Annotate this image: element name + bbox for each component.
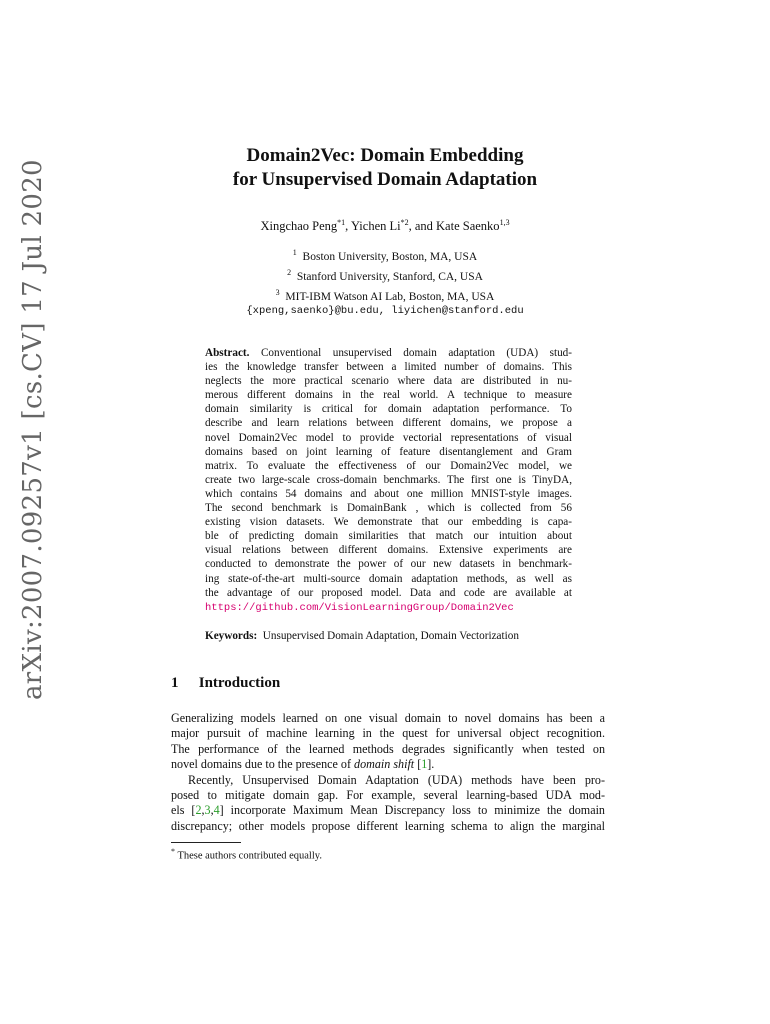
body-line: The performance of the learned methods degrades significantly when tested on bbox=[171, 741, 605, 756]
emails: {xpeng,saenko}@bu.edu, liyichen@stanford.edu bbox=[246, 305, 524, 318]
abstract-line: The second benchmark is DomainBank , which is collected from 56 bbox=[205, 502, 572, 515]
affil-text: Stanford University, Stanford, CA, USA bbox=[296, 270, 483, 283]
author-name: Yichen Li bbox=[350, 219, 401, 234]
footnote-mark: * bbox=[171, 847, 175, 856]
citation-link[interactable]: 2 bbox=[195, 803, 202, 818]
abstract-line: ing state-of-the-art multi-source domain adaptation methods, as well as bbox=[205, 572, 572, 585]
abstract-line: create two large-scale cross-domain benchmarks. The first one is TinyDA, bbox=[205, 473, 572, 486]
footnote-rule bbox=[171, 842, 241, 843]
section-title: Introduction bbox=[198, 675, 281, 691]
body-line: els [2,3,4] incorporate Maximum Mean Discrepancy loss to minimize the domain bbox=[171, 803, 605, 818]
affil-num: 2 bbox=[287, 267, 292, 277]
affil-text: MIT-IBM Watson AI Lab, Boston, MA, USA bbox=[285, 290, 495, 303]
footnote-text: These authors contributed equally. bbox=[177, 850, 322, 862]
code-link[interactable]: https://github.com/VisionLearningGroup/Domain2Vec bbox=[205, 601, 514, 614]
author-sup: *1 bbox=[337, 218, 346, 227]
arxiv-stamp: arXiv:2007.09257v1 [cs.CV] 17 Jul 2020 bbox=[18, 159, 48, 700]
citation-link[interactable]: 1 bbox=[421, 757, 428, 772]
affil-num: 1 bbox=[292, 248, 297, 257]
keywords-label: Keywords: bbox=[205, 630, 258, 642]
body-text: novel domains due to the presence of bbox=[171, 757, 355, 772]
citation-link[interactable]: 4 bbox=[213, 803, 220, 818]
abstract-line bbox=[205, 346, 572, 360]
author-name: and Kate Saenko bbox=[414, 219, 500, 234]
body-line: discrepancy; other models propose different learning schema to align the marginal bbox=[171, 818, 605, 833]
affiliation bbox=[0, 285, 770, 305]
abstract-line: visual relations between different domains. Extensive experiments are bbox=[205, 544, 572, 557]
abstract-line: matrix. To evaluate the effectiveness of our Domain2Vec model, we bbox=[205, 459, 572, 472]
body-line: posed to mitigate domain gap. For example, several learning-based UDA mod- bbox=[171, 788, 605, 803]
section-heading bbox=[171, 675, 280, 692]
abstract bbox=[205, 346, 572, 615]
abstract-line: describe and learn relations between different domains, we propose a bbox=[205, 417, 572, 430]
body-text: ] incorporate Maximum Mean Discrepancy loss to minimize the domain bbox=[219, 803, 605, 818]
title-line-2: for Unsupervised Domain Adaptation bbox=[232, 169, 538, 190]
abstract-line: conducted to demonstrate the power of our new datasets in benchmark- bbox=[205, 558, 572, 571]
body-text: els [ bbox=[171, 803, 196, 818]
abstract-line: merous different domains in the real world. A technique to measure bbox=[205, 389, 572, 402]
citation-link[interactable]: 3 bbox=[204, 803, 211, 818]
abstract-text: Conventional unsupervised domain adaptation (UDA) stud- bbox=[260, 347, 572, 359]
title-line-1: Domain2Vec: Domain Embedding bbox=[246, 145, 524, 166]
abstract-line: ies the knowledge transfer between a limited number of domains. This bbox=[205, 361, 572, 374]
section-number: 1 bbox=[171, 675, 179, 691]
body-line: Recently, Unsupervised Domain Adaptation (UDA) methods have been pro- bbox=[188, 772, 605, 787]
affil-num: 3 bbox=[275, 287, 280, 297]
abstract-label: Abstract. bbox=[205, 347, 250, 359]
paper-title bbox=[0, 144, 770, 192]
author-sup: 1,3 bbox=[499, 218, 510, 227]
emphasis: domain shift bbox=[354, 757, 415, 772]
affiliation bbox=[0, 265, 770, 285]
abstract-line: the advantage of our proposed model. Data and code are available at bbox=[205, 586, 572, 599]
abstract-url-line bbox=[205, 600, 572, 615]
body-line: Generalizing models learned on one visual domain to novel domains has been a bbox=[171, 711, 605, 725]
abstract-line: domain similarity is critical for domain adaptation performance. To bbox=[205, 403, 572, 416]
body-line: major pursuit of machine learning in the quest for universal object recognition. bbox=[171, 726, 605, 741]
keywords bbox=[205, 630, 572, 642]
footnote bbox=[171, 847, 322, 862]
author-sup: *2 bbox=[400, 218, 409, 227]
abstract-line: existing vision datasets. We demonstrate that our embedding is capa- bbox=[205, 516, 572, 529]
abstract-line: neglects the more practical scenario where data are distributed in nu- bbox=[205, 375, 572, 388]
intro-body bbox=[171, 711, 605, 834]
affil-text: Boston University, Boston, MA, USA bbox=[302, 250, 478, 263]
affiliation bbox=[0, 245, 770, 265]
affiliations bbox=[0, 245, 770, 319]
body-line: novel domains due to the presence of domain shift [1]. bbox=[171, 757, 435, 772]
abstract-line: domains based on joint learning of feature disentanglement and Gram bbox=[205, 445, 572, 458]
author-name: Xingchao Peng bbox=[260, 219, 338, 234]
author-list: Xingchao Peng$^{*1}$, Yichen Li$^{*2}$, and Kate Saenko$^{1,3}$ bbox=[260, 218, 510, 234]
keywords-text: Unsupervised Domain Adaptation, Domain Vectorization bbox=[262, 630, 519, 642]
abstract-line: novel Domain2Vec model to provide vectorial representations of visual bbox=[205, 431, 572, 444]
abstract-line: ble of predicting domain similarities that match our intuition about bbox=[205, 530, 572, 543]
abstract-line: which contains 54 domains and about one million MNIST-style images. bbox=[205, 487, 572, 500]
